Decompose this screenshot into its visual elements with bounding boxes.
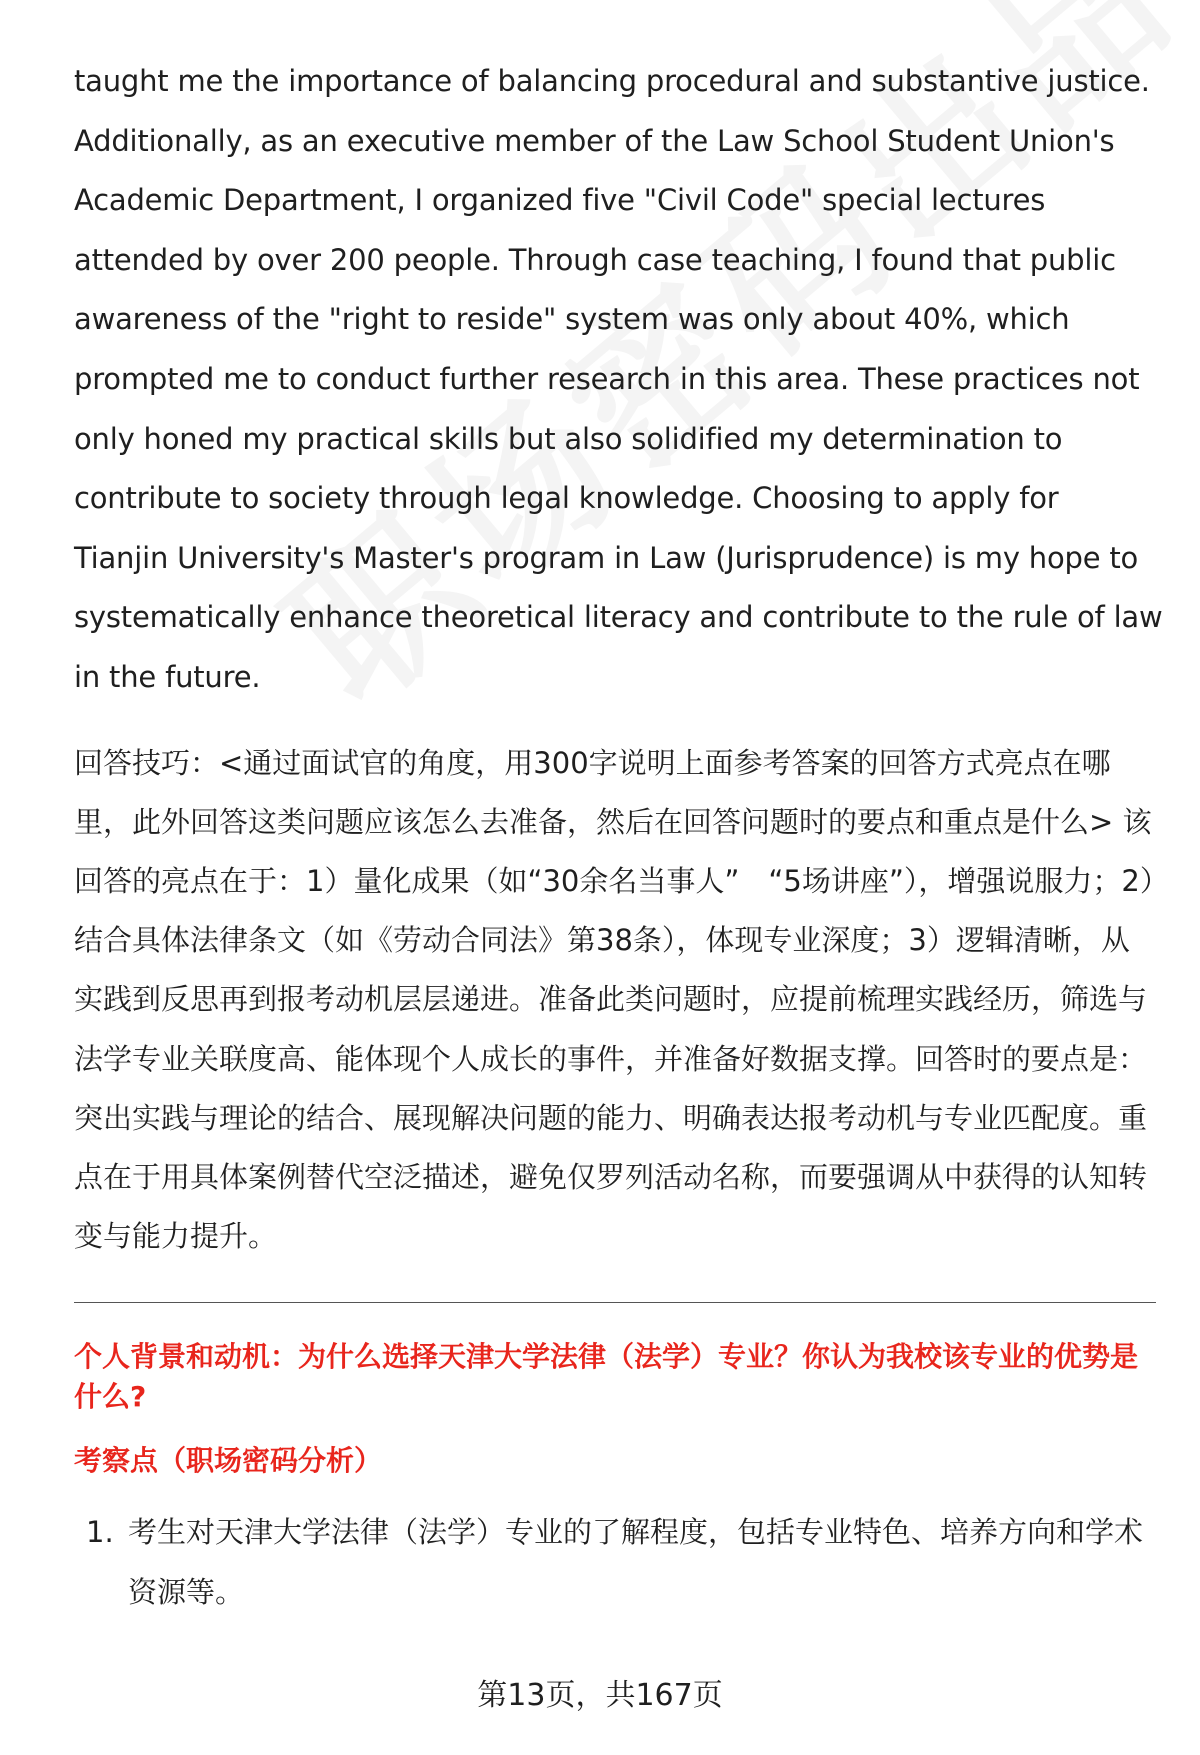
- paragraph-line: contribute to society through legal knowledge. Choosing to apply for: [74, 481, 1059, 516]
- english-paragraph: [74, 52, 1163, 708]
- answer-tips-paragraph: 回答技巧：<通过面试官的角度，用300字说明上面参考答案的回答方式亮点在哪里，此外回答这类问题应该怎么去准备，然后在回答问题时的要点和重点是什么> 该回答的亮点在于：1）量化成果（如“30余名当事人” “5场讲座”），增强说服力；2）结合具体法律条文（如《劳动合同法》第38条），体现专业深度；3）逻辑清晰，从实践到反思再到报考动机层层递进。准备此类问题时，应提前梳理实践经历，筛选与法学专业关联度高、能体现个人成长的事件，并准备好数据支撑。回答时的要点是：突出实践与理论的结合、展现解决问题的能力、明确表达报考动机与专业匹配度。重点在于用具体案例替代空泛描述，避免仅罗列活动名称，而要强调从中获得的认知转变与能力提升。: [74, 745, 1155, 1254]
- paragraph-line: taught me the importance of balancing procedural and substantive justice.: [74, 64, 1150, 98]
- paragraph-line: prompted me to conduct further research in this area. These practices not: [74, 361, 1140, 396]
- paragraph-line: only honed my practical skills but also solidified my determination to: [74, 421, 1063, 456]
- paragraph-line: Tianjin University's Master's program in Law (Jurisprudence) is my hope to: [74, 540, 1139, 575]
- assessment-points-list: [74, 1503, 1156, 1621]
- paragraph-line: in the future.: [74, 659, 261, 694]
- assessment-points-heading: 考察点（职场密码分析）: [74, 1444, 383, 1478]
- document-page: [74, 52, 1163, 1622]
- section-heading: 个人背景和动机：为什么选择天津大学法律（法学）专业？你认为我校该专业的优势是什么?: [74, 1340, 1139, 1414]
- paragraph-line: Academic Department, I organized five "Civil Code" special lectures: [74, 183, 1046, 218]
- paragraph-line: attended by over 200 people. Through case teaching, I found that public: [74, 242, 1116, 277]
- list-item-text: 考生对天津大学法律（法学）专业的了解程度，包括专业特色、培养方向和学术资源等。: [128, 1515, 1144, 1609]
- paragraph-line: Additionally, as an executive member of the Law School Student Union's: [74, 123, 1115, 158]
- list-item: [74, 1503, 1156, 1621]
- paragraph-line: awareness of the "right to reside" system was only about 40%, which: [74, 302, 1070, 337]
- paragraph-line: systematically enhance theoretical literacy and contribute to the rule of law: [74, 600, 1163, 635]
- section-divider: [74, 1302, 1156, 1303]
- page-number: 第13页，共167页: [477, 1678, 723, 1713]
- list-item-number: 1.: [86, 1515, 114, 1550]
